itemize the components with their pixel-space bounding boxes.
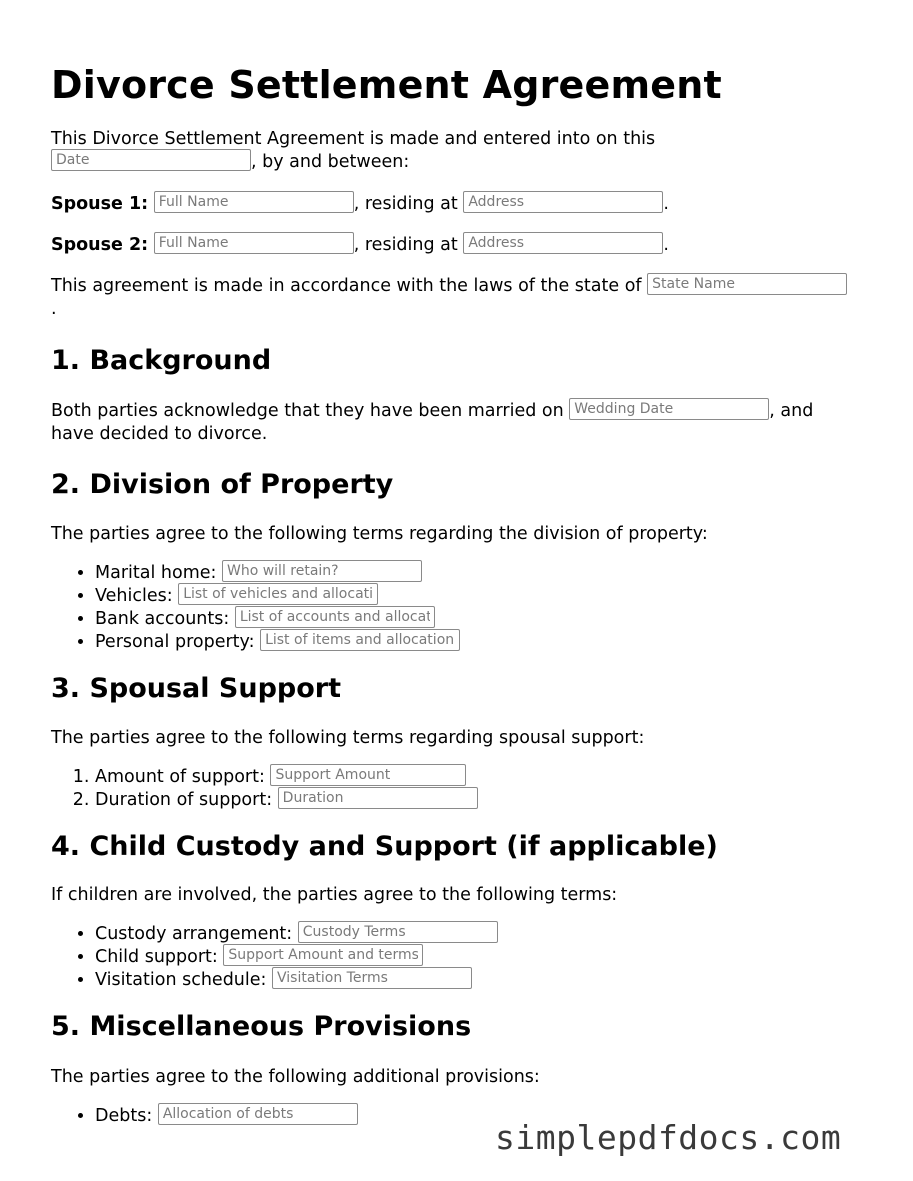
personal-property-label: Personal property: (95, 632, 255, 652)
spousal-heading: 3. Spousal Support (51, 673, 342, 704)
list-item (95, 969, 881, 992)
background-text: Both parties acknowledge that they have been married on (51, 401, 564, 421)
spouse2-name-field[interactable] (154, 232, 354, 254)
custody-intro: If children are involved, the parties agree to the following terms: (51, 885, 618, 905)
law-paragraph (51, 275, 881, 321)
state-field[interactable] (647, 273, 847, 295)
spouse2-address-field[interactable] (463, 232, 663, 254)
spousal-intro: The parties agree to the following terms regarding spousal support: (51, 728, 645, 748)
spouse1-name-field[interactable] (154, 191, 354, 213)
misc-heading: 5. Miscellaneous Provisions (51, 1011, 472, 1042)
property-intro: The parties agree to the following terms regarding the division of property: (51, 524, 708, 544)
document-page (51, 62, 881, 1128)
vehicles-field[interactable] (178, 583, 378, 605)
page-title: Divorce Settlement Agreement (51, 63, 722, 107)
marital-home-field[interactable] (222, 560, 422, 582)
spouse1-label: Spouse 1: (51, 194, 149, 214)
debts-label: Debts: (95, 1106, 153, 1126)
marital-home-label: Marital home: (95, 563, 217, 583)
watermark: simplepdfdocs.com (495, 1118, 842, 1157)
misc-intro: The parties agree to the following additional provisions: (51, 1067, 540, 1087)
vehicles-label: Vehicles: (95, 586, 173, 606)
support-duration-label: Duration of support: (95, 790, 273, 810)
list-item (95, 789, 881, 812)
debts-field[interactable] (158, 1103, 358, 1125)
background-text-after: , and have decided to divorce. (51, 401, 814, 444)
intro-text: This Divorce Settlement Agreement is made and entered into on this (51, 129, 656, 149)
intro-text-after: , by and between: (251, 152, 410, 172)
spouse2-label: Spouse 2: (51, 235, 149, 255)
custody-list (51, 923, 881, 992)
support-amount-field[interactable] (270, 764, 466, 786)
list-item (95, 608, 881, 631)
spouse1-address-field[interactable] (463, 191, 663, 213)
visitation-field[interactable] (272, 967, 472, 989)
law-text: This agreement is made in accordance with the laws of the state of (51, 276, 642, 296)
list-item (95, 946, 881, 969)
custody-heading: 4. Child Custody and Support (if applicable) (51, 831, 718, 862)
list-item (95, 562, 881, 585)
spouse1-residing-text: , residing at (353, 194, 458, 214)
child-support-label: Child support: (95, 947, 218, 967)
bank-accounts-field[interactable] (235, 606, 435, 628)
law-end: . (51, 299, 57, 319)
property-heading: 2. Division of Property (51, 469, 394, 500)
personal-property-field[interactable] (260, 629, 460, 651)
spouse2-residing-text: , residing at (353, 235, 458, 255)
spouse2-line (51, 234, 881, 257)
support-duration-field[interactable] (278, 787, 478, 809)
custody-arrangement-field[interactable] (298, 921, 498, 943)
list-item (95, 766, 881, 789)
list-item (95, 923, 881, 946)
list-item (95, 585, 881, 608)
spouse1-end: . (663, 194, 669, 214)
background-heading: 1. Background (51, 345, 272, 376)
background-paragraph (51, 400, 851, 446)
spouse2-end: . (663, 235, 669, 255)
support-amount-label: Amount of support: (95, 767, 265, 787)
date-field[interactable] (51, 149, 251, 171)
child-support-field[interactable] (223, 944, 423, 966)
list-item (95, 631, 881, 654)
spouse1-line (51, 193, 881, 216)
visitation-label: Visitation schedule: (95, 970, 267, 990)
custody-arrangement-label: Custody arrangement: (95, 924, 293, 944)
wedding-date-field[interactable] (569, 398, 769, 420)
intro-paragraph (51, 128, 691, 174)
bank-accounts-label: Bank accounts: (95, 609, 230, 629)
spousal-list (51, 766, 881, 812)
property-list (51, 562, 881, 654)
